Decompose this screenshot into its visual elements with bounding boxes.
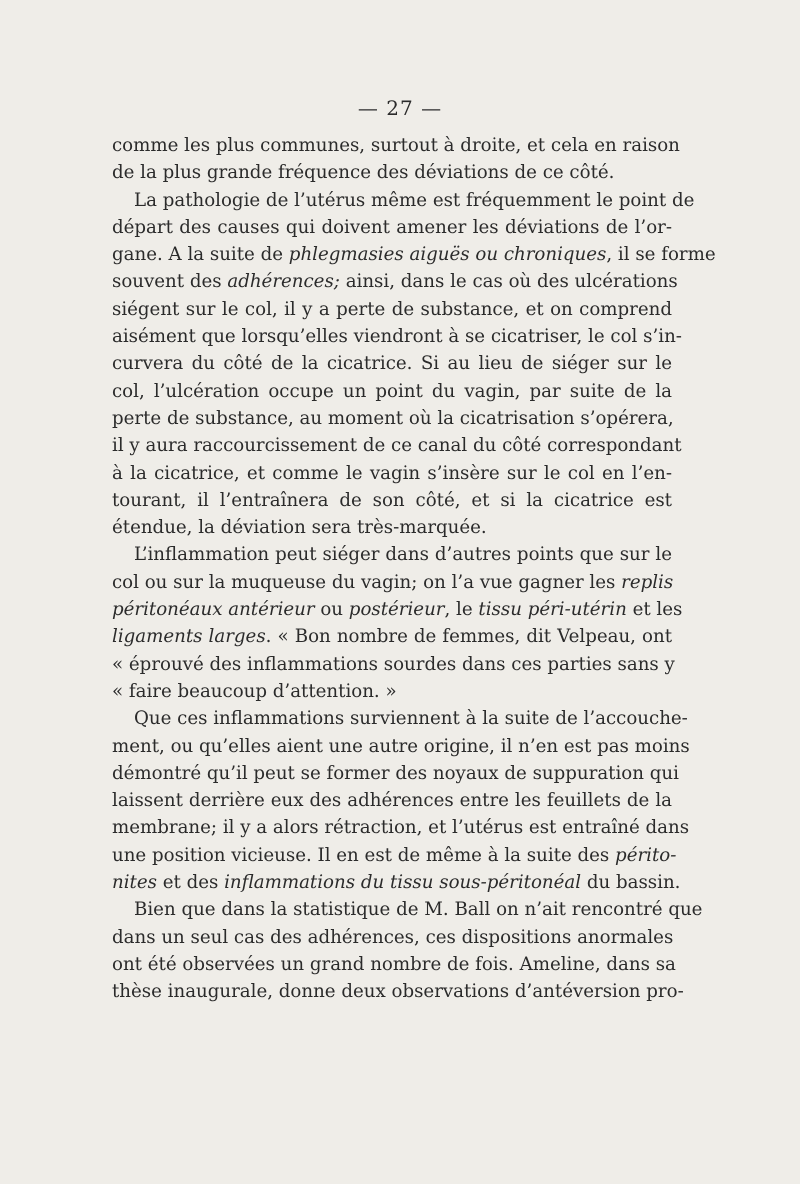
text-line: ont été observées un grand nombre de fois. Ameline, dans sa	[112, 953, 676, 975]
italic-text: phlegmasies aiguës ou chroniques	[288, 244, 607, 266]
text-line: curvera du côté de la cicatrice. Si au lieu de siéger sur le	[112, 353, 672, 375]
text-line	[112, 842, 677, 869]
text-line: Que ces inflammations surviennent à la suite de l’accouche-	[134, 708, 688, 730]
text-line: départ des causes qui doivent amener les déviations de l’or-	[112, 216, 672, 238]
text-line	[112, 596, 683, 623]
text-line	[112, 869, 681, 896]
text-line: perte de substance, au moment où la cicatrisation s’opérera,	[112, 407, 674, 429]
italic-text: tissu péri-utérin	[478, 599, 627, 621]
text-line: « éprouvé des inflammations sourdes dans ces parties sans y	[112, 653, 675, 675]
text-run: gane. A la suite de	[112, 244, 289, 266]
text-line	[112, 623, 672, 650]
paragraph	[112, 541, 683, 705]
text-line: laissent derrière eux des adhérences entre les feuillets de la	[112, 790, 672, 812]
text-run: , il se forme	[606, 244, 716, 266]
text-line: siégent sur le col, il y a perte de substance, et on comprend	[112, 298, 672, 320]
text-line: il y aura raccourcissement de ce canal du côté correspondant	[112, 435, 682, 457]
body-text	[112, 132, 716, 1006]
paragraph	[112, 705, 690, 896]
text-line: de la plus grande fréquence des déviations de ce côté.	[112, 162, 615, 184]
italic-text: périto-	[615, 844, 677, 866]
italic-text: ligaments larges	[112, 626, 266, 648]
paragraph	[112, 896, 703, 1005]
text-line: Bien que dans la statistique de M. Ball on n’ait rencontré que	[134, 899, 703, 921]
text-line: thèse inaugurale, donne deux observations d’antéversion pro-	[112, 981, 684, 1003]
text-run: ou	[314, 599, 349, 621]
text-line	[112, 241, 716, 268]
text-line: col, l’ulcération occupe un point du vagin, par suite de la	[112, 380, 672, 402]
text-line: ment, ou qu’elles aient une autre origine, il n’en est pas moins	[112, 735, 690, 757]
italic-text: nites	[112, 872, 157, 894]
text-run: , le	[444, 599, 479, 621]
italic-text: adhérences;	[227, 271, 340, 293]
text-line: L’inflammation peut siéger dans d’autres points que sur le	[134, 544, 672, 566]
italic-text: postérieur	[348, 599, 445, 621]
text-run: souvent des	[112, 271, 228, 293]
text-line	[112, 569, 672, 596]
text-line: membrane; il y a alors rétraction, et l’utérus est entraîné dans	[112, 817, 690, 839]
text-run: du bassin.	[581, 872, 681, 894]
text-line: démontré qu’il peut se former des noyaux de suppuration qui	[112, 762, 679, 784]
page-number: — 27 —	[357, 96, 443, 120]
italic-text: inflammations du tissu sous-péritonéal	[224, 872, 582, 894]
text-line: aisément que lorsqu’elles viendront à se cicatriser, le col s’in-	[112, 326, 682, 348]
text-line	[112, 268, 678, 295]
italic-text: péritonéaux antérieur	[112, 599, 315, 621]
text-line: comme les plus communes, surtout à droite, et cela en raison	[112, 135, 680, 156]
text-run: une position vicieuse. Il en est de même à la suite des	[112, 844, 616, 866]
italic-text: replis	[621, 571, 674, 593]
text-run: et des	[156, 872, 225, 894]
paragraph	[112, 132, 680, 187]
text-line: étendue, la déviation sera très-marquée.	[112, 517, 487, 539]
text-run: . « Bon nombre de femmes, dit Velpeau, ont	[265, 626, 672, 648]
text-run: et les	[626, 599, 683, 621]
paragraph	[112, 187, 716, 542]
text-line: « faire beaucoup d’attention. »	[112, 680, 397, 702]
text-line: tourant, il l’entraînera de son côté, et si la cicatrice est	[112, 489, 672, 511]
text-run: col ou sur la muqueuse du vagin; on l’a vue gagner les	[112, 571, 622, 593]
text-line: à la cicatrice, et comme le vagin s’insère sur le col en l’en-	[112, 462, 672, 484]
text-line: La pathologie de l’utérus même est fréquemment le point de	[134, 189, 695, 211]
text-run: ainsi, dans le cas où des ulcérations	[339, 271, 678, 293]
text-line: dans un seul cas des adhérences, ces dispositions anormales	[112, 926, 674, 948]
